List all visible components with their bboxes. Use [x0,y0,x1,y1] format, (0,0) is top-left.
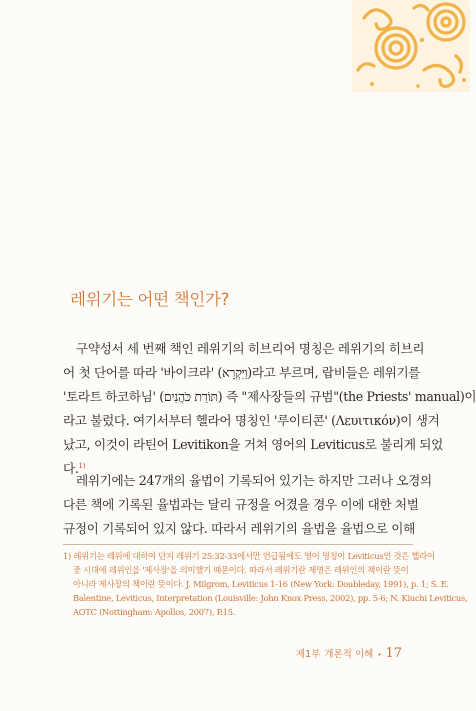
footer-part: 제1부 [296,649,321,660]
footnote-divider [63,544,413,545]
text-line: 났고, 이것이 라틴어 Levitikon을 거쳐 영어의 Leviticus로 불리게 되었 [63,437,443,452]
text-line: 규정이 기록되어 있지 않다. 따라서 레위기의 율법을 율법으로 이해 [63,521,415,536]
footnote-line: AOTC (Nottingham: Apollos, 2007), P.15. [73,607,236,617]
text-line: 라고 불렀다. 여기서부터 헬라어 명칭인 '루이티콘' (Λευιτικόν)이 생겨 [63,413,440,428]
footnote-marker: 1) [78,461,85,470]
text-line: 어 첫 단어를 따라 '바이크라' (וַיִּקְרָא)라고 부르며, 랍비들은 레위기를 [63,365,421,380]
footnotes [63,549,468,619]
footnote-line: 아니라 제사장의 책이란 뜻이다. J. Milgrom, Leviticus 1-16 (New York: Doubleday, 1991), p. 1; S. E. [73,579,449,589]
section-title: 레위기는 어떤 책인가? [70,290,230,309]
footnote-line: 1) 레위기는 레위에 대하여 단지 레위기 25:32-33에서만 언급됨에도 영어 명칭이 Leviticus인 것은 헬라어 [63,551,435,561]
footnote-line: Balentine, Leviticus, Interpretation (Louisville: John Knox Press, 2002), pp. 5-6; N. Kiuchi Leviticus, [73,593,468,603]
body-paragraph-2 [63,469,432,541]
spiral-ornament-icon [352,0,470,92]
text-line: 구약성서 세 번째 책인 레위기의 히브리어 명칭은 레위기의 히브리 [76,341,425,356]
text-line: 다른 책에 기록된 율법과는 달리 규정을 어겼을 경우 이에 대한 처벌 [63,497,419,512]
body-paragraph-1 [63,337,476,481]
footnote-line: 중 시대에 레위인을 '제사장'을 의미했기 때문이다. 따라서 레위기란 제명은 레위인의 책이란 뜻이 [73,565,409,575]
page-number: 17 [385,646,402,661]
text-line: 레위기에는 247개의 율법이 기록되어 있기는 하지만 그러나 오경의 [76,473,432,488]
page-footer [296,646,402,661]
text-line: '토라트 하코하님' (תּוֹרַת כֹּהֲנִים) 즉 "제사장들의 규범"(the Priests' manual)이 [63,389,476,404]
footer-title: 개론적 이해 [324,649,374,660]
text-line-end: 다. [63,461,79,476]
footer-separator: • [377,651,382,659]
